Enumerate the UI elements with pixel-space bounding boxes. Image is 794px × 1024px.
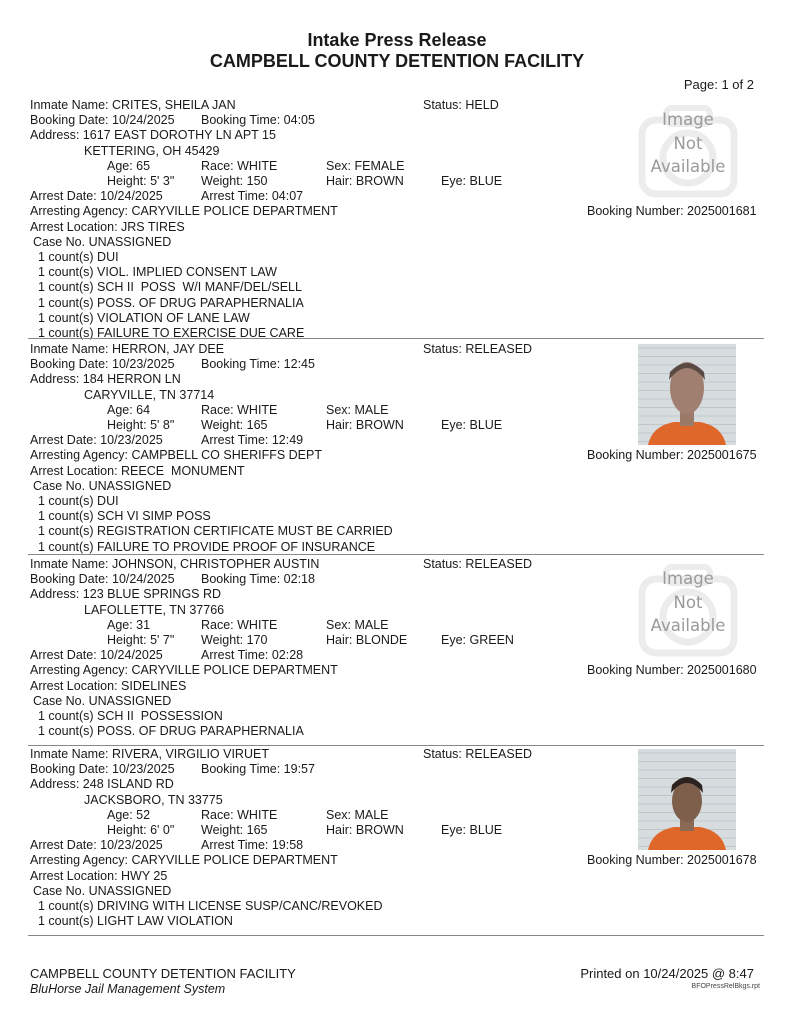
- charge-item: 1 count(s) DUI: [38, 494, 119, 508]
- weight: Weight: 150: [201, 174, 268, 188]
- booking-date: Booking Date: 10/24/2025: [30, 113, 175, 128]
- arresting-agency: Arresting Agency: CARYVILLE POLICE DEPARTMENT: [30, 853, 338, 868]
- address-line1: Address: 184 HERRON LN: [30, 372, 181, 387]
- placeholder-text-line: Available: [650, 616, 726, 635]
- booking-date: Booking Date: 10/23/2025: [30, 762, 175, 777]
- address-line2: LAFOLLETTE, TN 37766: [84, 602, 225, 617]
- arrest-time: Arrest Time: 02:28: [201, 648, 304, 663]
- race: Race: WHITE: [201, 158, 278, 173]
- footer-report-file: BFOPressRelBkgs.rpt: [691, 983, 760, 990]
- sex: Sex: MALE: [326, 617, 389, 632]
- arrest-time: Arrest Time: 04:07: [201, 189, 304, 204]
- case-number: Case No. UNASSIGNED: [33, 234, 172, 249]
- arresting-agency: Arresting Agency: CAMPBELL CO SHERIFFS DEPT: [30, 448, 322, 463]
- charge-item: 1 count(s) VIOL. IMPLIED CONSENT LAW: [38, 265, 277, 280]
- booking-number: Booking Number: 2025001681: [587, 204, 757, 219]
- arrest-date: Arrest Date: 10/24/2025: [30, 189, 163, 204]
- footer-system: BluHorse Jail Management System: [30, 982, 226, 996]
- arrest-time: Arrest Time: 12:49: [201, 433, 304, 448]
- arrest-date: Arrest Date: 10/23/2025: [30, 838, 163, 853]
- booking-number: Booking Number: 2025001680: [587, 663, 757, 678]
- booking-date: Booking Date: 10/23/2025: [30, 357, 175, 372]
- case-number: Case No. UNASSIGNED: [33, 883, 172, 898]
- hair: Hair: BLONDE: [326, 633, 408, 647]
- height: Height: 5' 3": [107, 174, 175, 188]
- facility-title: CAMPBELL COUNTY DETENTION FACILITY: [209, 51, 585, 71]
- charge-item: 1 count(s) SCH VI SIMP POSS: [38, 509, 211, 524]
- charge-item: 1 count(s) FAILURE TO PROVIDE PROOF OF INSURANCE: [38, 539, 376, 554]
- booking-date: Booking Date: 10/24/2025: [30, 572, 175, 587]
- address-line1: Address: 248 ISLAND RD: [30, 777, 174, 792]
- placeholder-text-line: Not: [673, 133, 703, 153]
- inmate-name: Inmate Name: CRITES, SHEILA JAN: [30, 98, 236, 112]
- charge-item: 1 count(s) DRIVING WITH LICENSE SUSP/CANC/REVOKED: [38, 899, 383, 913]
- charge-item: 1 count(s) VIOLATION OF LANE LAW: [38, 310, 250, 325]
- charge-item: 1 count(s) POSS. OF DRUG PARAPHERNALIA: [38, 295, 304, 310]
- height: Height: 6' 0": [107, 823, 175, 837]
- hair: Hair: BROWN: [326, 823, 404, 837]
- placeholder-text-line: Available: [650, 157, 726, 176]
- race: Race: WHITE: [201, 617, 278, 632]
- footer-printed: Printed on 10/24/2025 @ 8:47: [580, 966, 754, 981]
- booking-time: Booking Time: 19:57: [201, 762, 315, 777]
- case-number: Case No. UNASSIGNED: [33, 478, 172, 493]
- sex: Sex: MALE: [326, 402, 389, 417]
- arresting-agency: Arresting Agency: CARYVILLE POLICE DEPARTMENT: [30, 204, 338, 219]
- arrest-location: Arrest Location: REECE MONUMENT: [30, 463, 245, 478]
- race: Race: WHITE: [201, 807, 278, 822]
- placeholder-text-line: Image: [662, 569, 714, 588]
- record-separator: [28, 554, 764, 555]
- age: Age: 64: [107, 402, 151, 417]
- sex: Sex: FEMALE: [326, 158, 405, 173]
- age: Age: 65: [107, 158, 151, 173]
- weight: Weight: 170: [201, 633, 268, 647]
- address-line2: CARYVILLE, TN 37714: [84, 387, 215, 402]
- charge-item: 1 count(s) REGISTRATION CERTIFICATE MUST BE CARRIED: [38, 524, 393, 539]
- image-not-available-placeholder: [636, 561, 740, 661]
- page-number: Page: 1 of 2: [683, 77, 754, 92]
- record-separator: [28, 338, 764, 339]
- age: Age: 52: [107, 807, 151, 822]
- weight: Weight: 165: [201, 418, 268, 432]
- arrest-location: Arrest Location: JRS TIRES: [30, 219, 185, 234]
- address-line1: Address: 1617 EAST DOROTHY LN APT 15: [30, 128, 276, 143]
- image-not-available-placeholder: [636, 102, 740, 202]
- placeholder-text-line: Image: [662, 110, 714, 129]
- booking-number: Booking Number: 2025001675: [587, 448, 757, 463]
- mugshot-photo: [638, 749, 736, 850]
- charge-item: 1 count(s) SCH II POSS W/I MANF/DEL/SELL: [38, 280, 302, 295]
- address-line2: JACKSBORO, TN 33775: [84, 792, 223, 807]
- inmate-name: Inmate Name: JOHNSON, CHRISTOPHER AUSTIN: [30, 557, 320, 571]
- mugshot-photo: [638, 344, 736, 445]
- race: Race: WHITE: [201, 402, 278, 417]
- inmate-name: Inmate Name: HERRON, JAY DEE: [30, 342, 225, 356]
- hair: Hair: BROWN: [326, 174, 404, 188]
- sex: Sex: MALE: [326, 807, 389, 822]
- arrest-date: Arrest Date: 10/24/2025: [30, 648, 163, 663]
- status: Status: RELEASED: [423, 747, 533, 761]
- status: Status: RELEASED: [423, 557, 533, 571]
- case-number: Case No. UNASSIGNED: [33, 693, 172, 708]
- report-title: Intake Press Release: [307, 30, 487, 50]
- record-separator: [28, 935, 764, 936]
- eye: Eye: BLUE: [441, 823, 503, 837]
- charge-item: 1 count(s) DUI: [38, 250, 119, 264]
- placeholder-text-line: Not: [673, 592, 703, 612]
- height: Height: 5' 7": [107, 633, 175, 647]
- address-line2: KETTERING, OH 45429: [84, 143, 220, 158]
- eye: Eye: GREEN: [441, 633, 514, 647]
- hair: Hair: BROWN: [326, 418, 404, 432]
- arrest-location: Arrest Location: HWY 25: [30, 868, 168, 883]
- arrest-time: Arrest Time: 19:58: [201, 838, 304, 853]
- eye: Eye: BLUE: [441, 418, 503, 432]
- booking-time: Booking Time: 02:18: [201, 572, 315, 587]
- inmate-name: Inmate Name: RIVERA, VIRGILIO VIRUET: [30, 747, 269, 761]
- record-separator: [28, 745, 764, 746]
- arresting-agency: Arresting Agency: CARYVILLE POLICE DEPARTMENT: [30, 663, 338, 678]
- booking-time: Booking Time: 12:45: [201, 357, 315, 372]
- charge-item: 1 count(s) SCH II POSSESSION: [38, 709, 223, 723]
- eye: Eye: BLUE: [441, 174, 503, 188]
- footer-facility: CAMPBELL COUNTY DETENTION FACILITY: [30, 966, 296, 981]
- arrest-location: Arrest Location: SIDELINES: [30, 678, 187, 693]
- status: Status: HELD: [423, 98, 499, 112]
- height: Height: 5' 8": [107, 418, 175, 432]
- address-line1: Address: 123 BLUE SPRINGS RD: [30, 587, 222, 602]
- charge-item: 1 count(s) POSS. OF DRUG PARAPHERNALIA: [38, 724, 304, 739]
- booking-number: Booking Number: 2025001678: [587, 853, 757, 868]
- arrest-date: Arrest Date: 10/23/2025: [30, 433, 163, 448]
- weight: Weight: 165: [201, 823, 268, 837]
- age: Age: 31: [107, 617, 151, 632]
- charge-item: 1 count(s) FAILURE TO EXERCISE DUE CARE: [38, 326, 305, 340]
- booking-time: Booking Time: 04:05: [201, 113, 315, 128]
- charge-item: 1 count(s) LIGHT LAW VIOLATION: [38, 914, 233, 929]
- status: Status: RELEASED: [423, 342, 533, 356]
